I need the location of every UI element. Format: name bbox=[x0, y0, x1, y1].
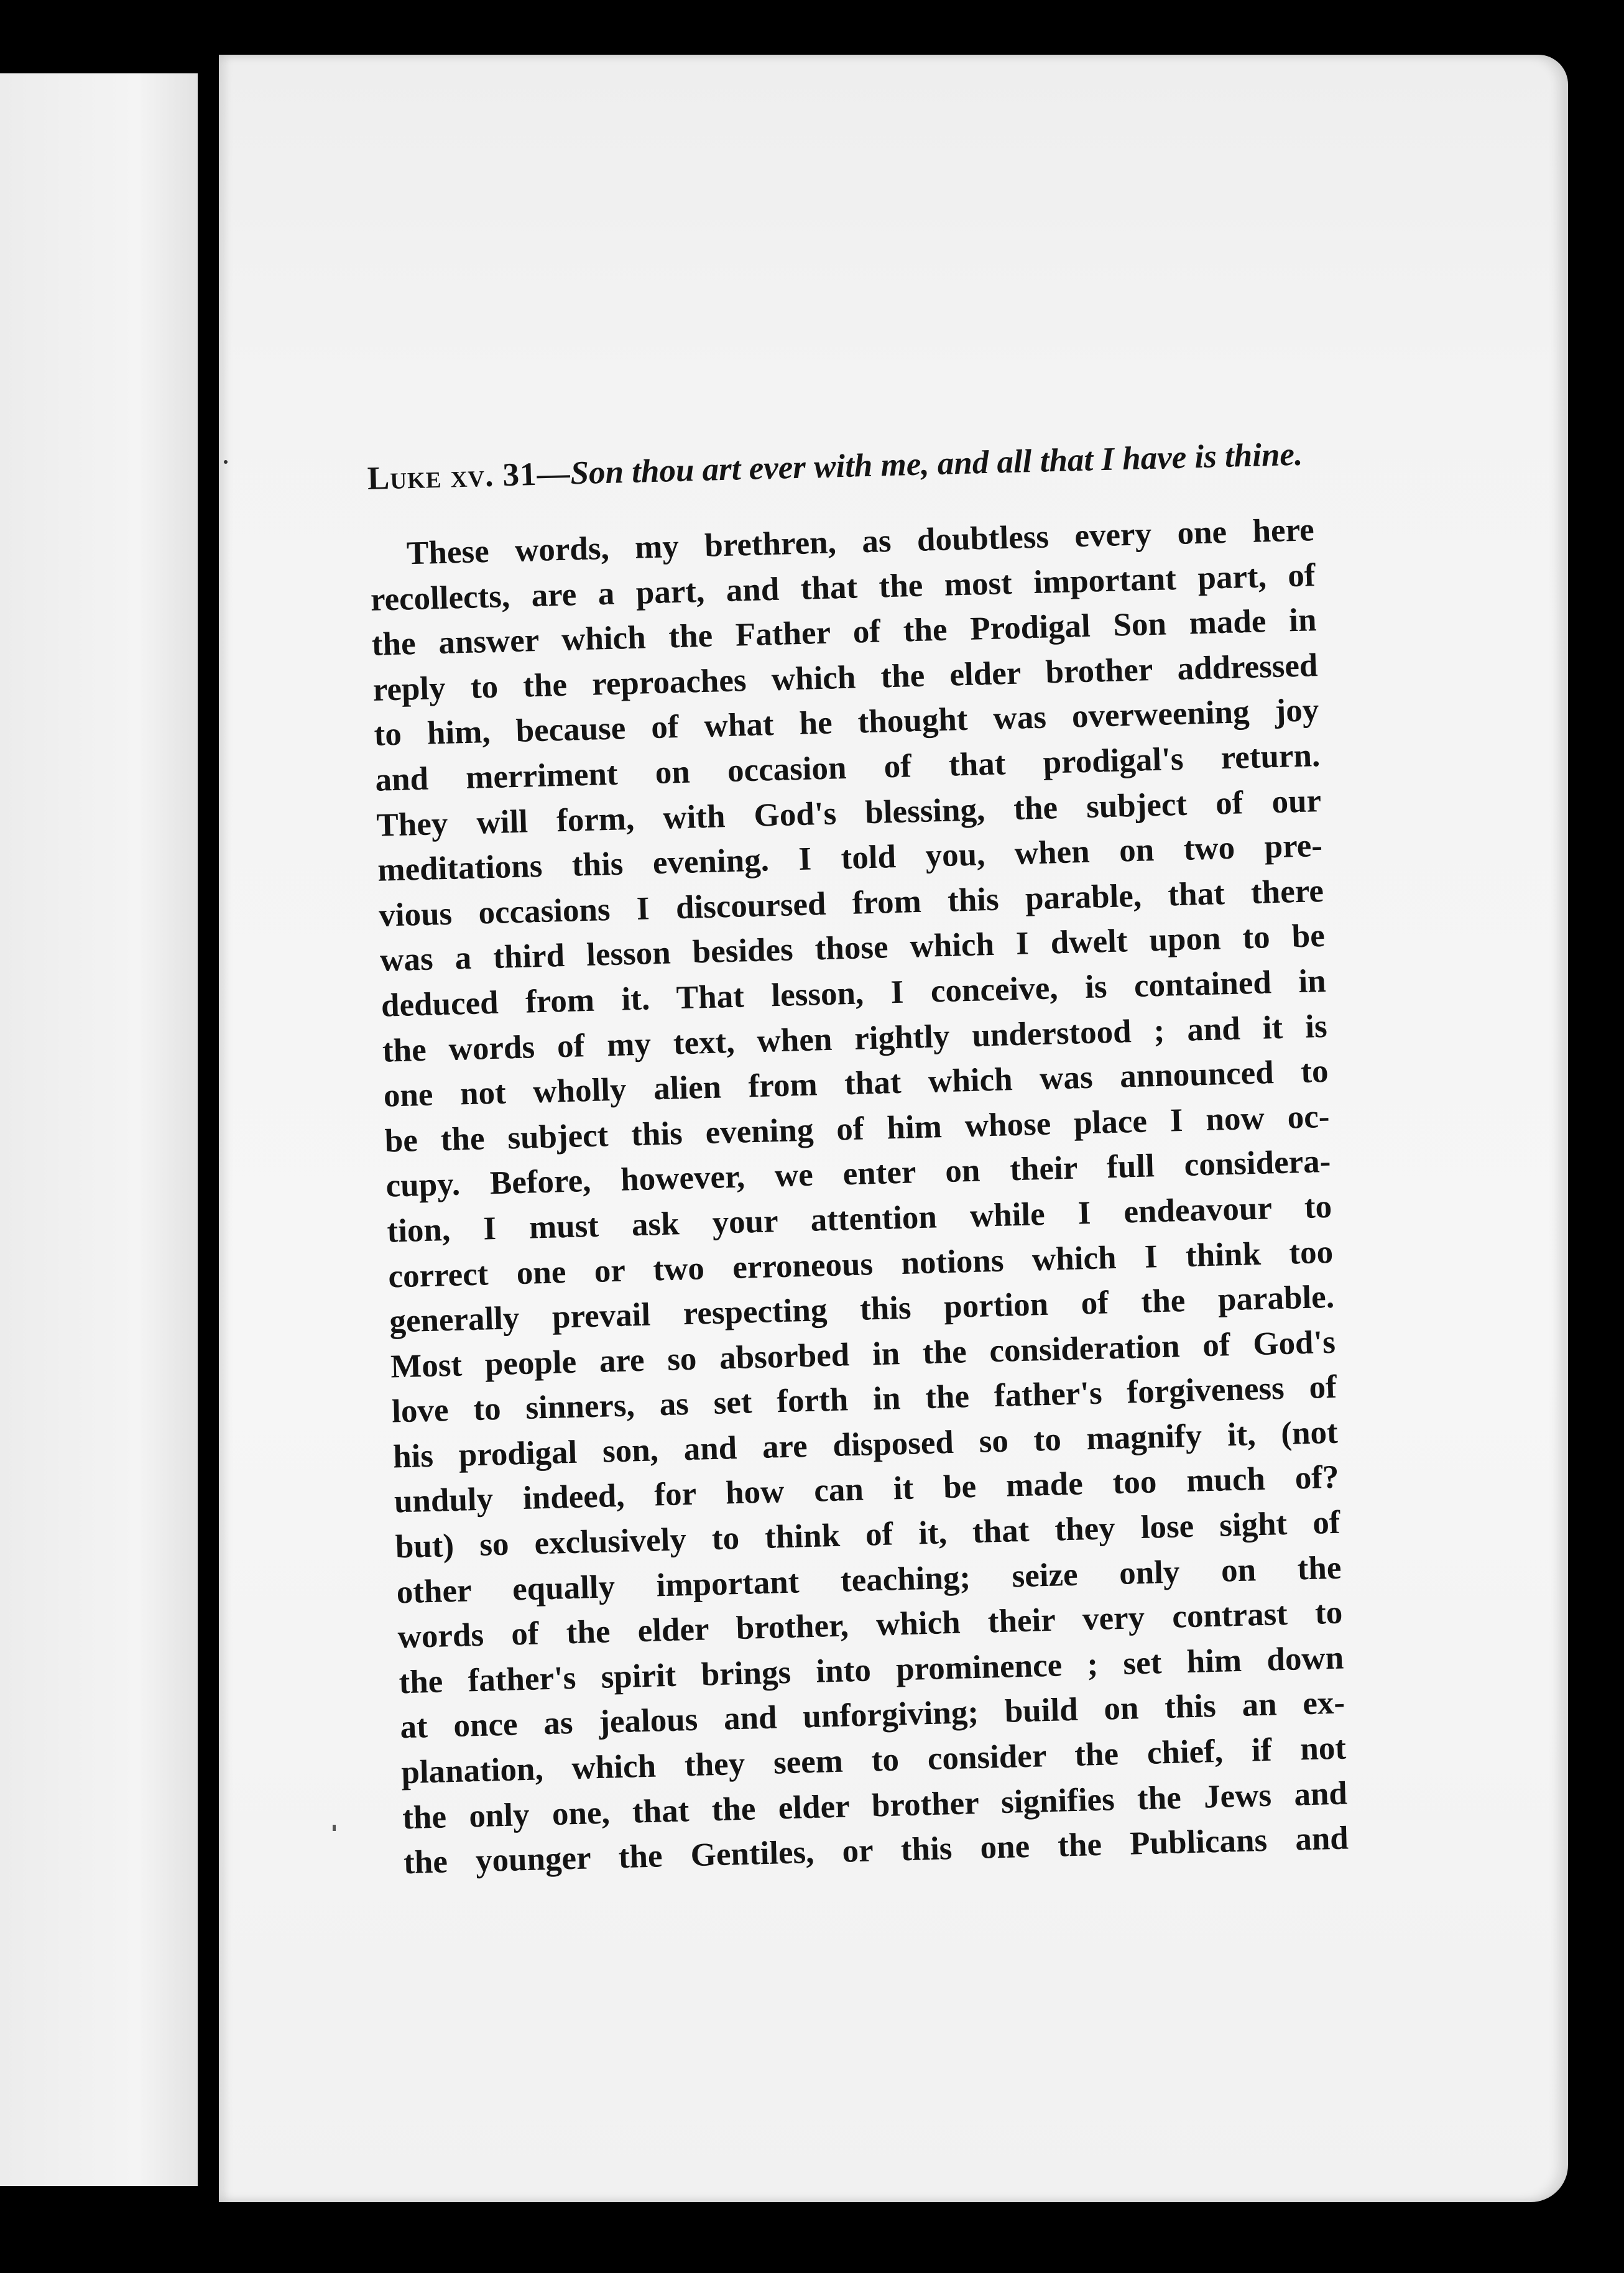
body-line: other equally important teaching; seize only on the bbox=[396, 1549, 1342, 1611]
page-text-block bbox=[367, 432, 1349, 1886]
body-line: but) so exclusively to think of it, that they lose sight of bbox=[395, 1504, 1341, 1565]
body-line: be the subject this evening of him whose place I now oc- bbox=[384, 1098, 1331, 1160]
body-line: meditations this evening. I told you, when on two pre- bbox=[377, 828, 1323, 888]
body-line: his prodigal son, and are disposed so to magnify it, (not bbox=[392, 1414, 1339, 1475]
body-line: These words, my brethren, as doubtless every one here bbox=[406, 512, 1315, 572]
body-line: the younger the Gentiles, or this one the Publicans and bbox=[403, 1820, 1349, 1881]
body-line: They will form, with God's blessing, the subject of our bbox=[376, 782, 1322, 844]
body-line: words of the elder brother, which their very contrast to bbox=[397, 1594, 1343, 1656]
body-line: was a third lesson besides those which I dwelt upon to be bbox=[379, 918, 1326, 979]
body-line: recollects, are a part, and that the most important part, of bbox=[370, 556, 1316, 618]
scripture-quote: Son thou art ever with me, and all that I have is thine. bbox=[570, 436, 1303, 492]
body-line: deduced from it. That lesson, I conceive, is contained in bbox=[381, 962, 1327, 1024]
body-line: Most people are so absorbed in the consideration of God's bbox=[390, 1324, 1336, 1385]
body-line: tion, I must ask your attention while I endeavour to bbox=[386, 1188, 1332, 1250]
body-line: one not wholly alien from that which was announced to bbox=[383, 1053, 1329, 1114]
body-line: unduly indeed, for how can it be made too much of? bbox=[394, 1459, 1340, 1520]
scripture-reference: Luke xv. 31— bbox=[367, 455, 571, 497]
body-line: love to sinners, as set forth in the father's forgiveness of bbox=[391, 1368, 1337, 1430]
body-line: correct one or two erroneous notions which I think too bbox=[387, 1233, 1334, 1295]
body-line: generally prevail respecting this portion of the parable. bbox=[389, 1278, 1335, 1340]
left-page-edge bbox=[0, 73, 198, 2186]
body-line: and merriment on occasion of that prodigal's return. bbox=[374, 737, 1321, 798]
body-line: the father's spirit brings into prominence ; set him down bbox=[398, 1639, 1344, 1701]
body-line: the words of my text, when rightly understood ; and it is bbox=[382, 1008, 1328, 1069]
spine-speck bbox=[224, 460, 228, 464]
body-line: planation, which they seem to consider the chief, if not bbox=[400, 1730, 1347, 1791]
body-line: at once as jealous and unforgiving; build on this an ex- bbox=[399, 1684, 1345, 1746]
body-line: cupy. Before, however, we enter on their full considera- bbox=[385, 1143, 1331, 1204]
body-line: reply to the reproaches which the elder brother addressed bbox=[372, 647, 1319, 708]
body-line: the only one, that the elder brother signifies the Jews and bbox=[402, 1775, 1348, 1836]
body-line: vious occasions I discoursed from this parable, that there bbox=[378, 872, 1324, 934]
sermon-body bbox=[369, 507, 1349, 1886]
margin-speck bbox=[333, 1825, 336, 1831]
body-line: the answer which the Father of the Prodigal Son made in bbox=[371, 602, 1317, 663]
body-line: to him, because of what he thought was overweening joy bbox=[373, 692, 1319, 754]
